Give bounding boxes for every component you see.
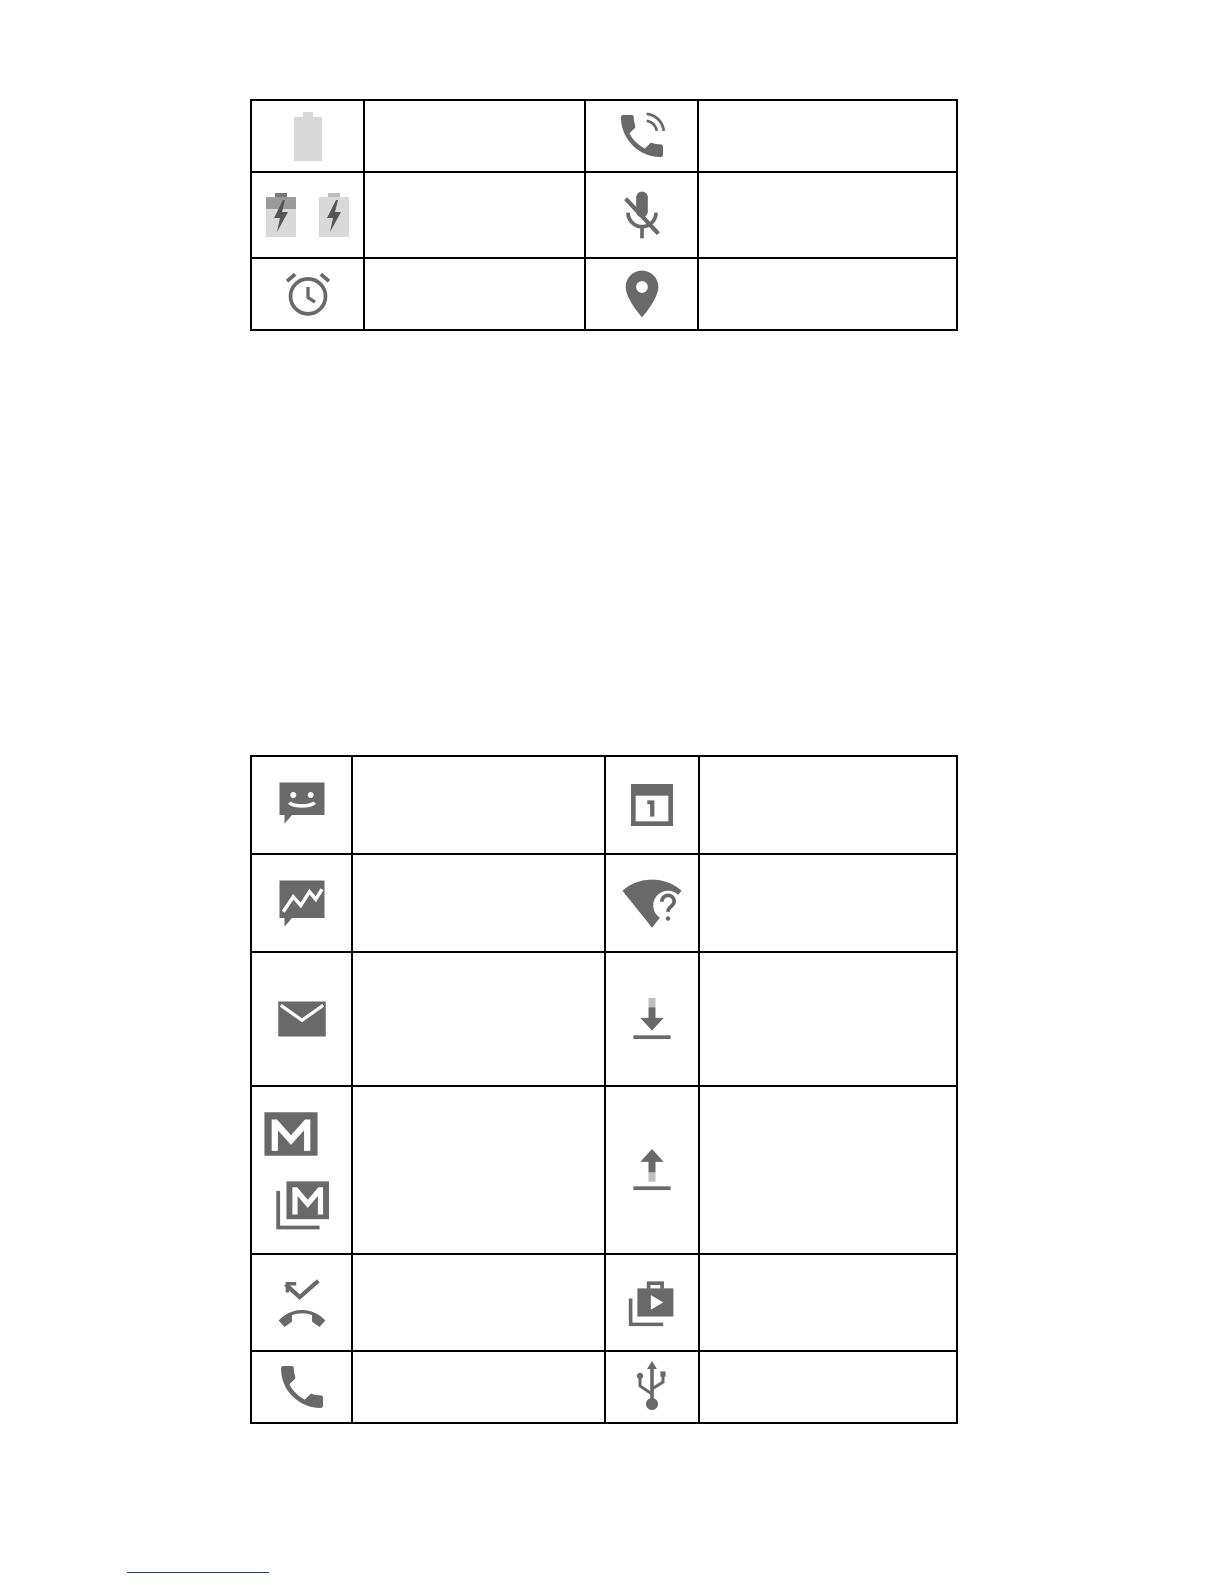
battery-charging-icon [317,191,351,239]
download-icon [624,991,680,1047]
gmail-multiple-icon [274,1179,332,1231]
calendar-icon [624,777,680,833]
description-cell [352,756,605,854]
icon-cell [585,100,698,172]
footnote-separator [127,1572,269,1573]
table-row [251,258,957,330]
icon-cell [251,172,364,258]
icon-cell [605,1254,699,1351]
alarm-clock-icon [280,266,336,322]
table-row [251,172,957,258]
icon-cell [585,258,698,330]
missed-call-icon [273,1275,331,1331]
gmail-icons-group [252,1109,351,1231]
table-row [251,952,957,1086]
description-cell [364,172,585,258]
icon-cell [251,756,352,854]
icon-cell [605,1351,699,1423]
status-icons-table [250,99,958,331]
description-cell [699,1086,957,1254]
message-smiley-icon [272,775,332,835]
notification-icons-table [250,755,958,1424]
description-cell [352,1086,605,1254]
phone-icon [274,1359,330,1415]
icon-cell [251,1086,352,1254]
upload-icon [624,1142,680,1198]
description-cell [699,756,957,854]
play-store-update-icon [625,1276,679,1330]
table-row [251,1086,957,1254]
icon-cell [605,854,699,952]
table-row [251,1254,957,1351]
email-icon [272,989,332,1049]
description-cell [352,952,605,1086]
description-cell [699,952,957,1086]
location-pin-icon [614,266,670,322]
icon-cell [251,854,352,952]
description-cell [352,1254,605,1351]
icon-cell [251,258,364,330]
icon-cell [251,1254,352,1351]
icon-cell [251,100,364,172]
description-cell [352,1351,605,1423]
battery-charging-icon [264,191,298,239]
description-cell [364,258,585,330]
table-row [251,854,957,952]
description-cell [699,854,957,952]
table-row [251,100,957,172]
description-cell [352,854,605,952]
battery-low-icon [288,108,328,164]
description-cell [699,1351,957,1423]
table-row [251,1351,957,1423]
usb-icon [628,1359,676,1415]
icon-cell [585,172,698,258]
description-cell [698,172,957,258]
icon-cell [605,756,699,854]
description-cell [698,100,957,172]
phone-ringing-icon [614,108,670,164]
message-picture-icon [272,873,332,933]
description-cell [699,1254,957,1351]
icon-cell [251,952,352,1086]
description-cell [364,100,585,172]
icon-cell [605,1086,699,1254]
description-cell [698,258,957,330]
icon-cell [251,1351,352,1423]
gmail-icon [262,1109,320,1159]
icon-cell [605,952,699,1086]
microphone-off-icon [614,187,670,243]
table-row [251,756,957,854]
wifi-unknown-icon [620,875,684,931]
